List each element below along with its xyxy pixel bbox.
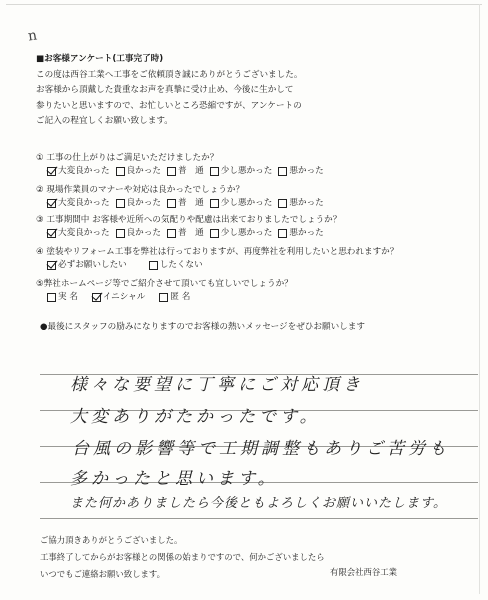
option-label: 少し悪かった <box>220 228 273 238</box>
option-label: 匿 名 <box>170 292 191 302</box>
answer-option[interactable] <box>116 165 161 178</box>
footer-line: 工事終了してからがお客様との関係の始まりですので、何かございましたら <box>40 552 325 562</box>
answer-option[interactable] <box>47 227 110 240</box>
question-2 <box>36 184 330 210</box>
checkbox[interactable] <box>47 293 56 302</box>
question-4 <box>36 246 398 272</box>
answer-options <box>36 259 398 272</box>
option-label: 大変良かった <box>58 198 110 208</box>
intro-section <box>36 52 466 130</box>
answer-option[interactable] <box>278 197 323 210</box>
checkbox[interactable] <box>116 167 125 176</box>
message-prompt: ●最後にスタッフの励みになりますのでお客様の熱いメッセージをぜひお願いします <box>40 322 365 332</box>
checked-checkbox[interactable] <box>92 293 101 302</box>
handwritten-line: 様々な要望に丁寧にご対応頂き <box>70 375 364 395</box>
answer-option[interactable] <box>47 165 110 178</box>
answer-option[interactable] <box>167 165 204 178</box>
option-label: 良かった <box>126 198 161 208</box>
footer-section <box>40 532 325 583</box>
checked-checkbox[interactable] <box>47 167 56 176</box>
answer-option[interactable] <box>210 197 273 210</box>
question-3 <box>36 214 341 240</box>
handwritten-line: 多かったと思います。 <box>70 469 279 489</box>
option-label: 悪かった <box>289 228 324 238</box>
checkbox[interactable] <box>167 167 176 176</box>
option-label: 大変良かった <box>58 228 110 238</box>
footer-line: ご協力頂きありがとうございました。 <box>40 535 183 545</box>
answer-options <box>36 165 330 178</box>
pen-mark: n <box>26 27 39 45</box>
answer-option[interactable] <box>159 291 190 304</box>
checkbox[interactable] <box>278 229 287 238</box>
checkbox[interactable] <box>210 167 219 176</box>
option-label: 普 通 <box>177 228 204 238</box>
question-text: ⑤弊社ホームページ等でご紹介させて頂いても宜しいでしょうか？ <box>36 279 293 289</box>
checked-checkbox[interactable] <box>47 261 56 270</box>
answer-option[interactable] <box>47 291 78 304</box>
handwritten-line: また何かありましたら今後ともよろしくお願いいたします。 <box>70 496 447 511</box>
writing-rule <box>40 518 478 519</box>
answer-option[interactable] <box>167 197 204 210</box>
answer-option[interactable] <box>278 165 323 178</box>
question-text: ② 現場作業員のマナーや対応は良かったでしょうか？ <box>36 185 245 195</box>
answer-options <box>36 197 330 210</box>
option-label: 悪かった <box>289 166 324 176</box>
answer-option[interactable] <box>116 197 161 210</box>
scan-edge-right <box>479 4 480 594</box>
answer-option[interactable] <box>149 259 203 272</box>
footer-line: いつでもご連絡お願い致します。 <box>40 569 165 579</box>
checkbox[interactable] <box>278 199 287 208</box>
option-label: 普 通 <box>177 166 204 176</box>
question-text: ① 工事の仕上がりはご満足いただけましたか？ <box>36 153 219 163</box>
answer-option[interactable] <box>278 227 323 240</box>
checkbox[interactable] <box>149 261 158 270</box>
answer-option[interactable] <box>92 291 145 304</box>
option-label: 少し悪かった <box>220 198 273 208</box>
intro-line: この度は西谷工業へ工事をご依頼頂き誠にありがとうございました。 <box>36 69 303 80</box>
answer-option[interactable] <box>116 227 161 240</box>
option-label: 普 通 <box>177 198 204 208</box>
option-label: 大変良かった <box>58 166 110 176</box>
checkbox[interactable] <box>167 229 176 238</box>
checkbox[interactable] <box>210 199 219 208</box>
answer-options <box>36 291 293 304</box>
answer-option[interactable] <box>210 227 273 240</box>
checkbox[interactable] <box>116 199 125 208</box>
option-label: 良かった <box>126 166 161 176</box>
question-5 <box>36 278 293 304</box>
answer-option[interactable] <box>47 259 127 272</box>
option-label: 実 名 <box>58 292 78 302</box>
answer-option[interactable] <box>210 165 273 178</box>
checked-checkbox[interactable] <box>47 229 56 238</box>
checkbox[interactable] <box>159 293 168 302</box>
question-1 <box>36 152 330 178</box>
checkbox[interactable] <box>167 199 176 208</box>
option-label: 悪かった <box>289 198 324 208</box>
checkbox[interactable] <box>116 229 125 238</box>
handwritten-line: 台風の影響等で工期調整もありご苦労も <box>72 439 450 459</box>
company-name: 有限会社西谷工業 <box>330 567 397 577</box>
intro-line: 参りたいと思いますので、お忙しいところ恐縮ですが、アンケートの <box>36 100 302 111</box>
intro-line: お客様から頂戴した貴重なお声を真摯に受け止め、今後に生かして <box>36 85 294 96</box>
answer-option[interactable] <box>47 197 110 210</box>
survey-title: ■お客様アンケート(工事完了時) <box>36 54 164 64</box>
answer-options <box>36 227 341 240</box>
option-label: 必ずお願いしたい <box>58 260 127 270</box>
option-label: 少し悪かった <box>220 166 273 176</box>
option-label: イニシャル <box>102 292 146 302</box>
checkbox[interactable] <box>210 229 219 238</box>
option-label: 良かった <box>126 228 161 238</box>
answer-option[interactable] <box>167 227 204 240</box>
option-label: したくない <box>159 260 203 270</box>
message-area <box>40 340 478 530</box>
checked-checkbox[interactable] <box>47 199 56 208</box>
checkbox[interactable] <box>278 167 287 176</box>
intro-line: ご記入の程宜しくお願い致します。 <box>36 116 173 127</box>
handwritten-line: 大変ありがたかったです。 <box>70 407 321 427</box>
question-text: ④ 塗装やリフォーム工事を弊社は行っておりますが、再度弊社を利用したいと思われますか？ <box>36 247 399 257</box>
question-text: ③ 工事期間中 お客様や近所への気配りや配慮は出来ておりましたでしょうか？ <box>36 215 342 225</box>
scan-edge-top <box>6 4 482 5</box>
